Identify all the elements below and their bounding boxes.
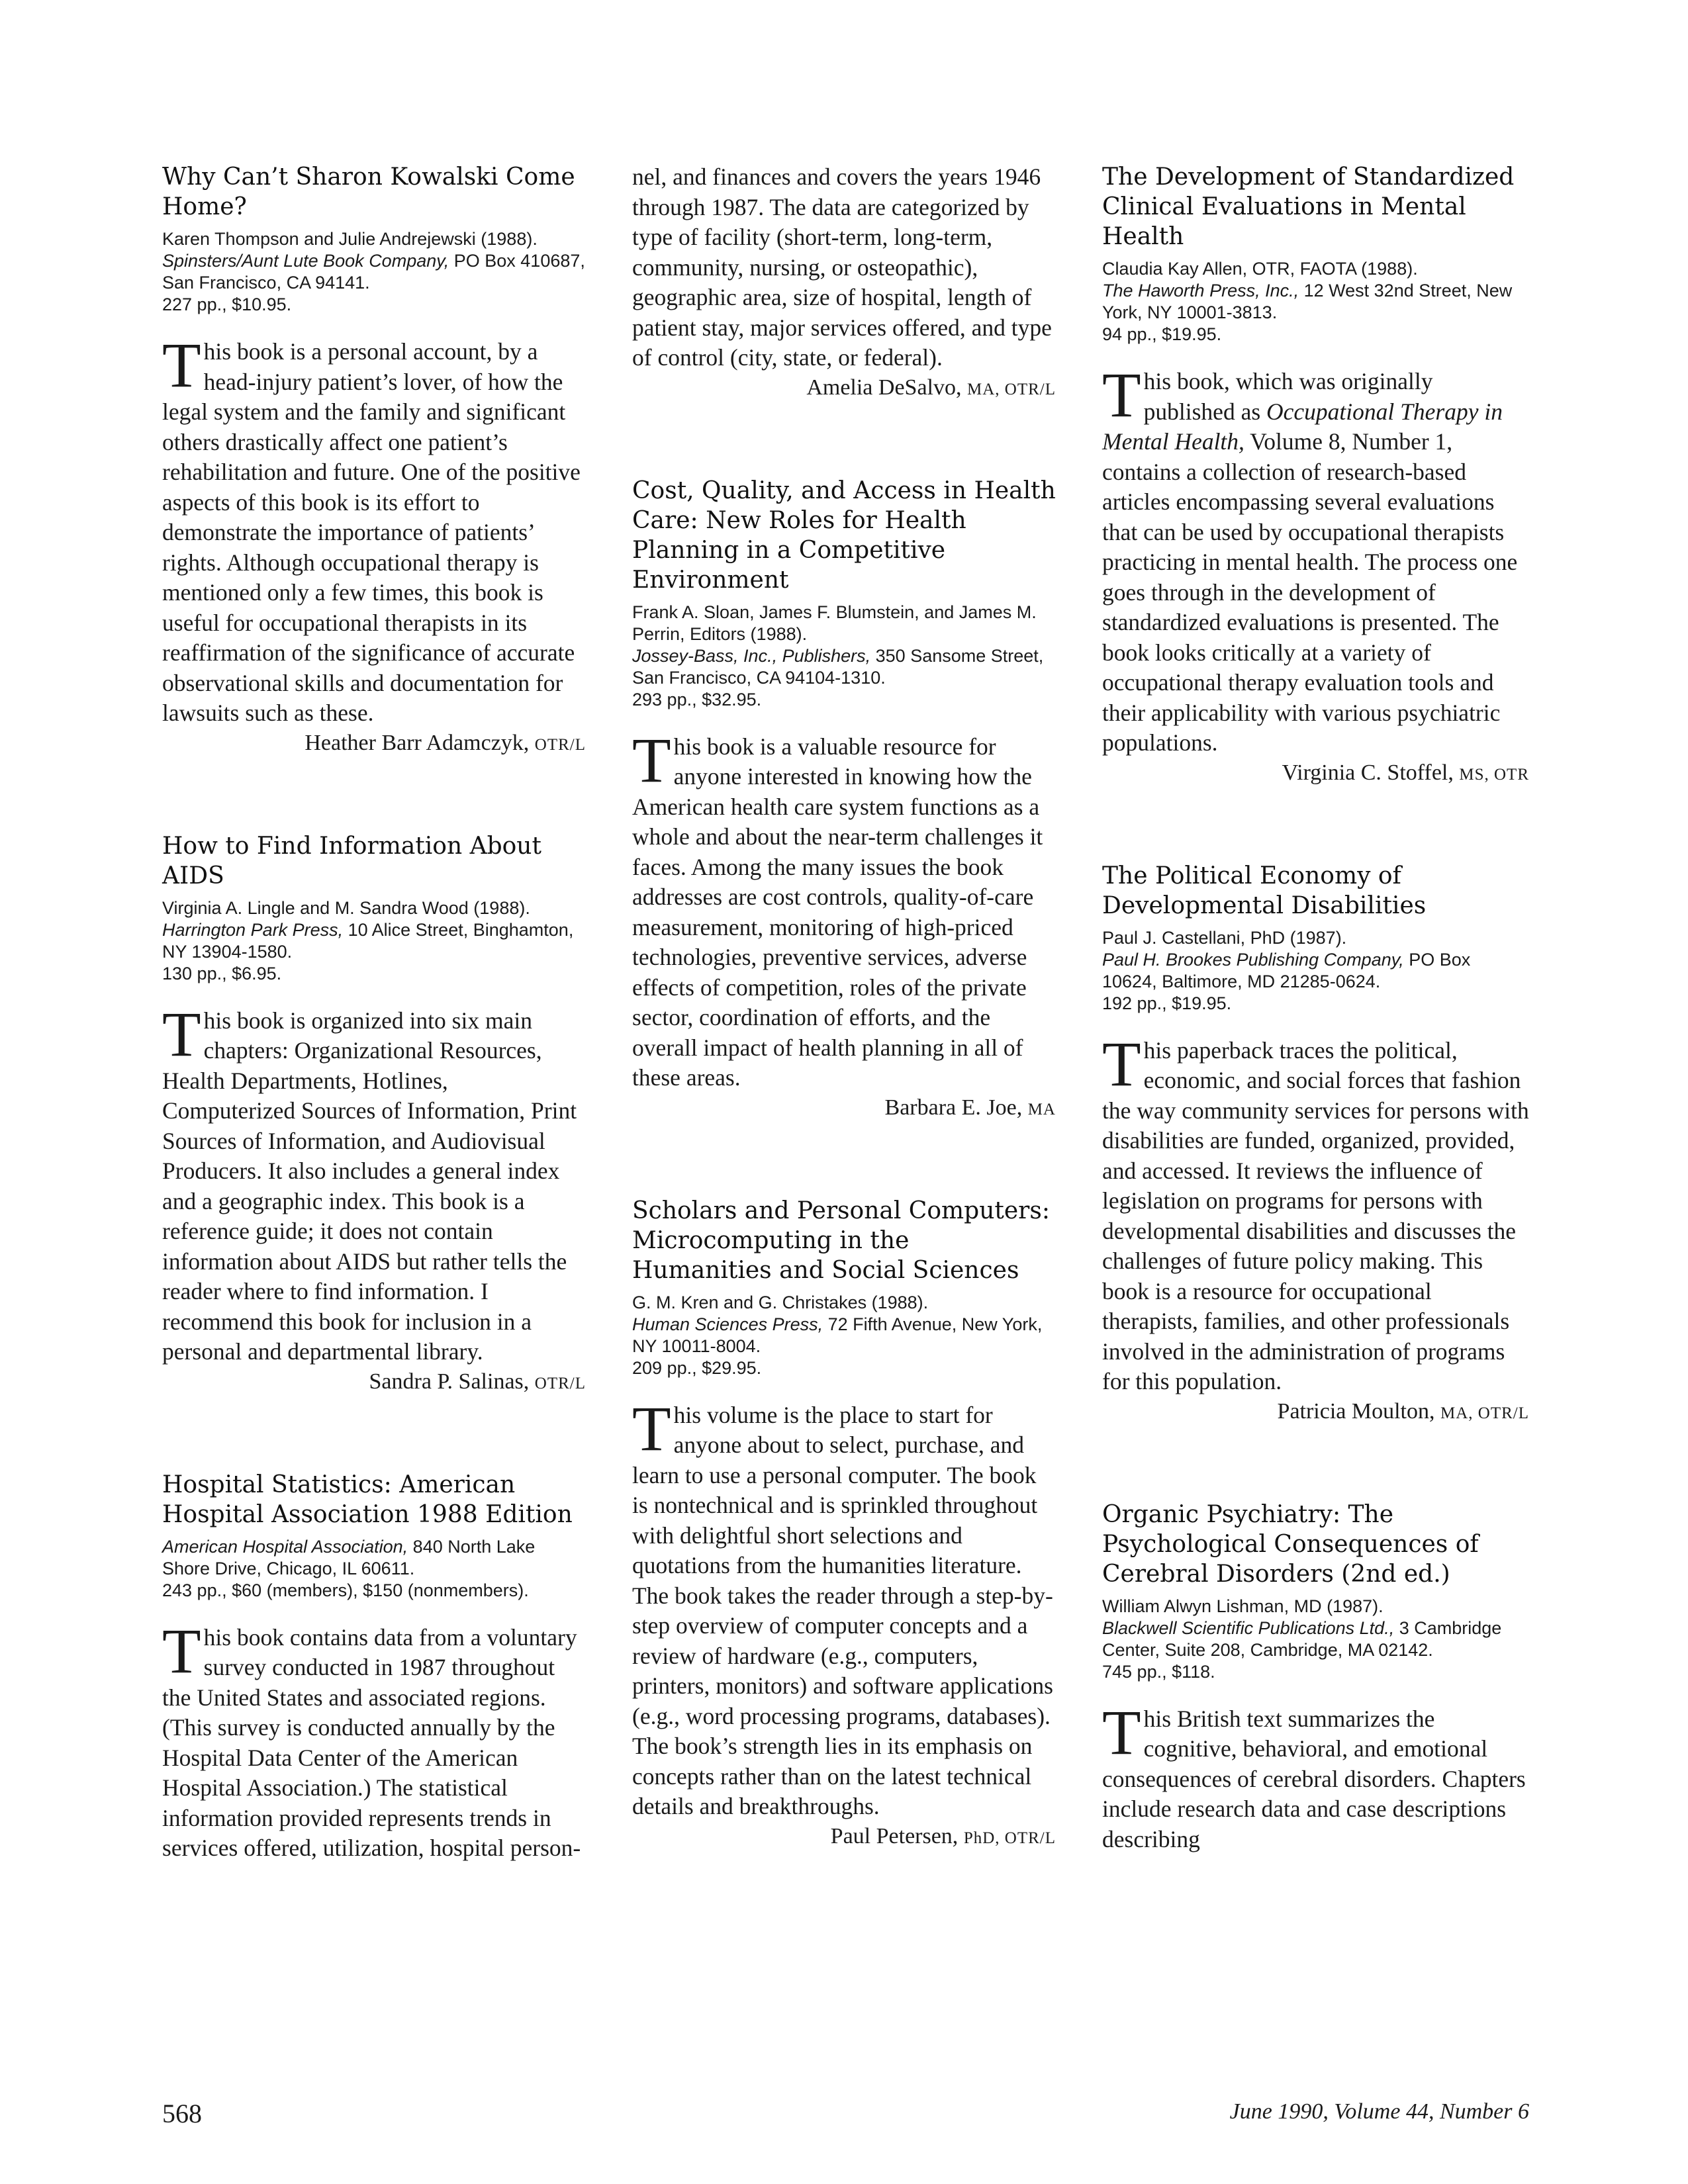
review-title: The Political Economy of Developmental Disabilities (1102, 862, 1427, 919)
issue-info: June 1990, Volume 44, Number 6 (1229, 2099, 1529, 2124)
review-publisher: Jossey-Bass, Inc., Publishers, (632, 645, 871, 666)
review-publisher: Spinsters/Aunt Lute Book Company, (162, 251, 449, 271)
review-title: Scholars and Personal Computers: Microcomputing in the Humanities and Social Sciences (632, 1197, 1050, 1284)
review-citation (632, 1292, 1056, 1379)
drop-cap: T (1102, 1028, 1141, 1099)
review-address: 72 Fifth Avenue, New York, NY 10011-8004. (632, 1314, 1043, 1356)
review-body: This book is a valuable resource for anyone interested in knowing how the American health care system functions as a whole and about the near-term challenges it faces. Among the many issues the book addresses are cost controls, quality-of-care measurement, monitoring of high-priced technologies, preventive services, adverse effects of competition, roles of the private sector, coordination of efforts, and the overall impact of health planning in all of these areas. (632, 724, 1043, 1091)
reviewer-signature: Patricia Moulton, MA, OTR/L (1277, 1398, 1529, 1424)
review-price: 243 pp., $60 (members), $150 (nonmembers). (162, 1580, 529, 1600)
review-body-continued: nel, and finances and covers the years 1946 through 1987. The data are categorized by type of facility (short-term, long-term, community, nursing, or osteopathic), geographic area, size of hospital, length of patient stay, major services offered, and type of control (city, state, or federal). (632, 163, 1052, 371)
column-left (162, 162, 586, 1864)
review-authors: Claudia Kay Allen, OTR, FAOTA (1988). (1102, 259, 1418, 279)
drop-cap: T (1102, 359, 1141, 430)
review-citation (162, 228, 586, 316)
review-address: 350 Sansome Street, San Francisco, CA 94104-1310. (632, 645, 1044, 688)
drop-cap: T (632, 724, 671, 796)
review-address: 3 Cambridge Center, Suite 208, Cambridge, MA 02142. (1102, 1617, 1502, 1660)
review-address: 10 Alice Street, Binghamton, NY 13904-1580. (162, 919, 574, 962)
review-price: 130 pp., $6.95. (162, 963, 282, 983)
drop-cap: T (162, 998, 201, 1069)
review-citation (162, 1536, 586, 1602)
review-citation (1102, 927, 1529, 1015)
column-middle (632, 162, 1056, 1853)
review-title: The Development of Standardized Clinical Evaluations in Mental Health (1102, 163, 1515, 250)
review-address: PO Box 10624, Baltimore, MD 21285-0624. (1102, 949, 1471, 991)
review-authors: Paul J. Castellani, PhD (1987). (1102, 927, 1347, 948)
review-address: 840 North Lake Shore Drive, Chicago, IL 60611. (162, 1536, 536, 1578)
review-authors: William Alwyn Lishman, MD (1987). (1102, 1596, 1383, 1616)
review-hospital-statistics-continued (632, 162, 1056, 404)
reviewer-signature: Paul Petersen, PhD, OTR/L (830, 1823, 1056, 1848)
review-authors: G. M. Kren and G. Christakes (1988). (632, 1292, 929, 1312)
review-authors: Frank A. Sloan, James F. Blumstein, and James M. Perrin, Editors (1988). (632, 602, 1037, 644)
review-publisher: Human Sciences Press, (632, 1314, 823, 1334)
review-citation (1102, 258, 1529, 345)
review-title: Hospital Statistics: American Hospital Association 1988 Edition (162, 1471, 573, 1528)
review-citation (632, 602, 1056, 711)
drop-cap: T (162, 1615, 201, 1686)
review-price: 745 pp., $118. (1102, 1661, 1215, 1682)
page-number: 568 (162, 2099, 202, 2128)
review-price: 227 pp., $10.95. (162, 295, 292, 314)
review-publisher: The Haworth Press, Inc., (1102, 281, 1299, 300)
review-authors: Karen Thompson and Julie Andrejewski (1988). (162, 229, 538, 249)
review-price: 209 pp., $29.95. (632, 1357, 762, 1378)
review-cost-quality-access (632, 476, 1056, 1124)
review-body: This book is a personal account, by a head-injury patient’s lover, of how the legal system and the family and significant others drastically affect one patient’s rehabilitation and future. One of the positive aspects of this book is its effort to demonstrate the importance of patients’ rights. Although occupational therapy is mentioned only a few times, this book is useful for occupational therapists in its reaffirmation of the significance of accurate observational skills and documentation for lawsuits such as these. (162, 330, 581, 726)
review-title: Cost, Quality, and Access in Health Care: New Roles for Health Planning in a Competitive Environment (632, 477, 1056, 594)
review-price: 94 pp., $19.95. (1102, 324, 1222, 344)
review-body: This book, which was originally published as Occupational Therapy in Mental Health, Volume 8, Number 1, contains a collection of research-based articles encompassing several evaluations that can be used by occupational therapists practicing in mental health. The process one goes through in the development of standardized evaluations is presented. The book looks critically at a variety of occupational therapy evaluation tools and their applicability with various psychiatric populations. (1102, 359, 1518, 756)
review-title: How to Find Information About AIDS (162, 832, 541, 889)
review-citation (162, 897, 586, 985)
reviewer-signature: Virginia C. Stoffel, MS, OTR (1282, 760, 1529, 785)
review-publisher: Harrington Park Press, (162, 919, 344, 940)
column-right (1102, 162, 1529, 1854)
review-organic-psychiatry (1102, 1500, 1529, 1855)
review-sharon-kowalski (162, 162, 586, 760)
review-political-economy (1102, 861, 1529, 1428)
reviewer-signature: Sandra P. Salinas, OTR/L (369, 1369, 586, 1394)
drop-cap: T (162, 330, 201, 400)
review-body: This paperback traces the political, economic, and social forces that fashion the way community services for persons with disabilities are funded, organized, provided, and accessed. It reviews the influence of legislation on programs for persons with developmental disabilities and discusses the challenges of future policy making. This book is a resource for occupational therapists, families, and other professionals involved in the administration of programs for this population. (1102, 1028, 1529, 1394)
drop-cap: T (632, 1392, 671, 1464)
review-title: Why Can’t Sharon Kowalski Come Home? (162, 163, 575, 220)
review-aids (162, 831, 586, 1398)
reviewer-signature: Amelia DeSalvo, MA, OTR/L (806, 375, 1056, 400)
review-title: Organic Psychiatry: The Psychological Consequences of Cerebral Disorders (2nd ed.) (1102, 1500, 1479, 1588)
review-body: This British text summarizes the cognitive, behavioral, and emotional consequences of cerebral disorders. Chapters include research data and case descriptions describing (1102, 1696, 1526, 1852)
review-address: 12 West 32nd Street, New York, NY 10001-3813. (1102, 281, 1513, 322)
review-body: This volume is the place to start for anyone about to select, purchase, and learn to use a personal computer. The book is nontechnical and is sprinkled throughout with delightful short selections and quotations from the humanities literature. The book takes the reader through a step-by-step overview of computer concepts and a review of hardware (e.g., computers, printers, monitors) and software applications (e.g., word processing programs, databases). The book’s strength lies in its emphasis on concepts rather than on the latest technical details and breakthroughs. (632, 1392, 1053, 1819)
review-publisher: Paul H. Brookes Publishing Company, (1102, 949, 1404, 970)
review-price: 293 pp., $32.95. (632, 689, 762, 709)
review-body: This book contains data from a voluntary survey conducted in 1987 throughout the United States and associated regions. (This survey is conducted annually by the Hospital Data Center of the American Hospital Association.) The statistical information provided represents trends in services offered, utilization, hospital person- (162, 1615, 581, 1861)
reviewer-signature: Heather Barr Adamczyk, OTR/L (305, 730, 586, 755)
review-price: 192 pp., $19.95. (1102, 993, 1232, 1013)
review-citation (1102, 1596, 1529, 1683)
review-publisher: Blackwell Scientific Publications Ltd., (1102, 1617, 1395, 1638)
review-hospital-statistics (162, 1470, 586, 1864)
review-body: This book is organized into six main chapters: Organizational Resources, Health Departments, Hotlines, Computerized Sources of Information, Print Sources of Information, and Audiovisual Producers. It also includes a general index and a geographic index. This book is a reference guide; it does not contain information about AIDS but rather tells the reader where to find information. I recommend this book for inclusion in a personal and departmental library. (162, 998, 577, 1365)
review-standardized-evaluations (1102, 162, 1529, 790)
review-scholars-computers (632, 1196, 1056, 1853)
review-authors: Virginia A. Lingle and M. Sandra Wood (1988). (162, 897, 530, 918)
reviewer-signature: Barbara E. Joe, MA (884, 1095, 1056, 1120)
review-publisher: American Hospital Association, (162, 1536, 408, 1557)
review-address: PO Box 410687, San Francisco, CA 94141. (162, 251, 585, 293)
drop-cap: T (1102, 1696, 1141, 1768)
